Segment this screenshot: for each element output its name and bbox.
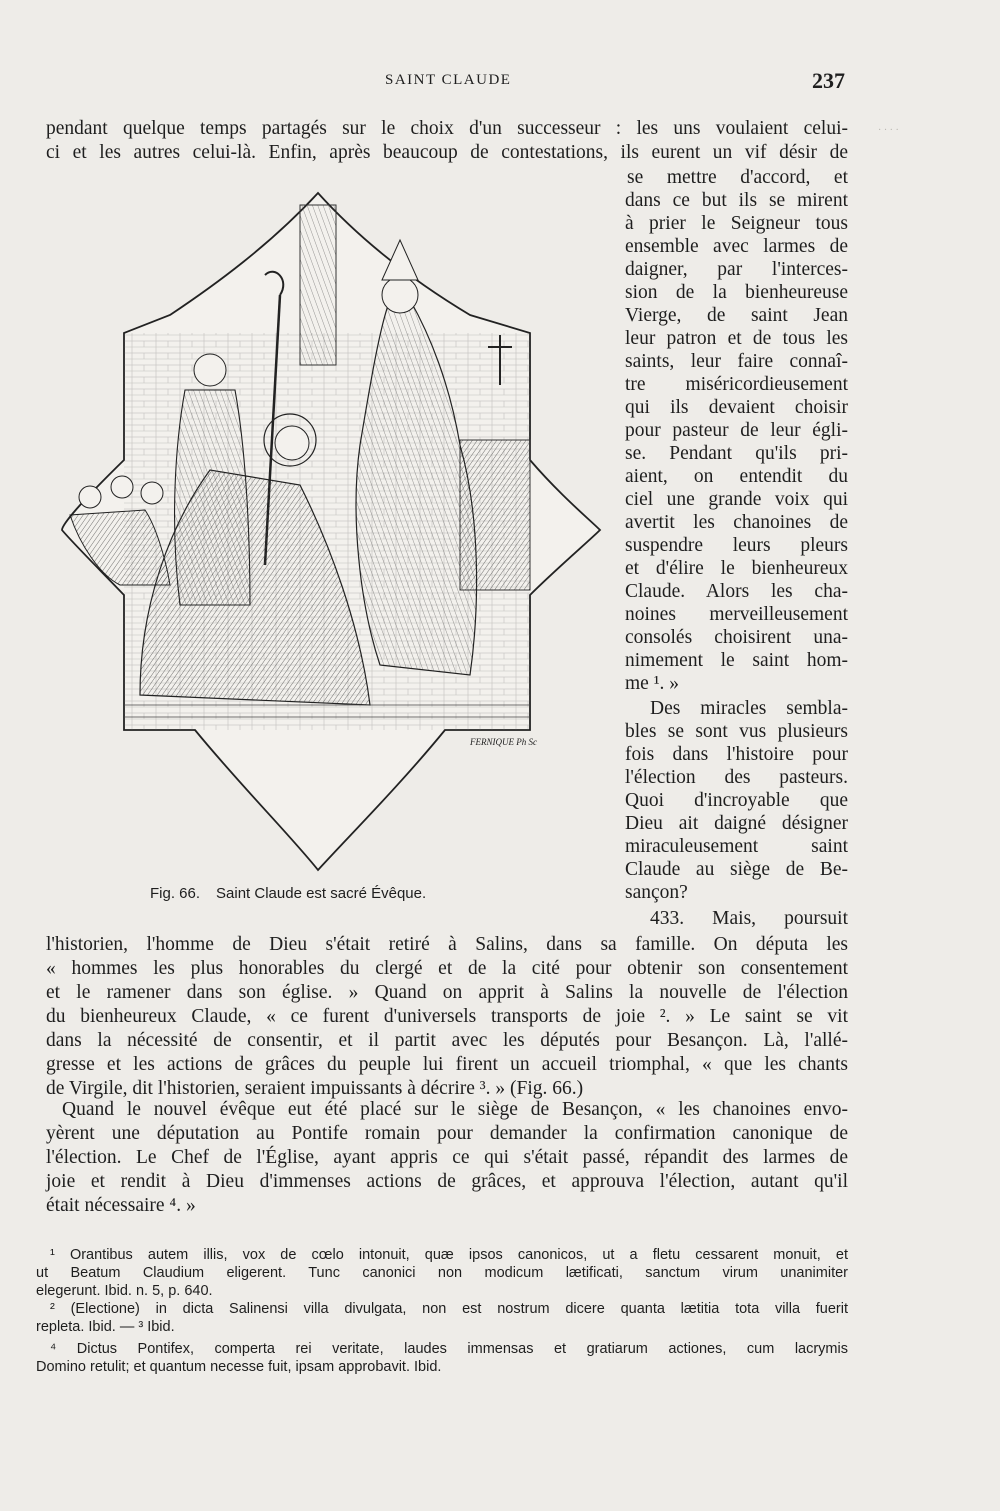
text-line: Dieu ait daigné désigner (625, 813, 848, 834)
text-line: ciel une grande voix qui (625, 489, 848, 510)
text-line: sançon? (625, 882, 688, 903)
bleed-through-note: · · · · (878, 125, 899, 136)
text-line: joie et rendit à Dieu d'immenses actions de grâces, et approuva l'élection, autant qu'il (46, 1171, 848, 1192)
figure-illustration (60, 185, 610, 875)
engraver-signature: FERNIQUE Ph Sc (470, 737, 537, 747)
text-line: tre miséricordieusement (625, 374, 848, 395)
footnote-line: elegerunt. Ibid. n. 5, p. 640. (36, 1283, 213, 1299)
footnote-line: ut Beatum Claudium eligerent. Tunc canonici non modicum lætificati, sanctum virum unanimiter (36, 1265, 848, 1281)
footnote-line: ⁴ Dictus Pontifex, comperta rei veritate, laudes immensas et gratiarum actiones, cum lacrymis (50, 1341, 848, 1357)
text-line: Vierge, de saint Jean (625, 305, 848, 326)
text-line: nimement le saint hom- (625, 650, 848, 671)
text-line: et le ramener dans son église. » Quand on apprit à Salins la nouvelle de l'élection (46, 982, 848, 1003)
footnote-line: repleta. Ibid. — ³ Ibid. (36, 1319, 175, 1335)
text-line: Claude. Alors les cha- (625, 581, 848, 602)
text-line: dans ce but ils se mirent (625, 190, 848, 211)
text-line: daigner, par l'interces- (625, 259, 848, 280)
figure-caption-text: Saint Claude est sacré Évêque. (216, 885, 427, 902)
figure-caption (150, 885, 426, 902)
text-line: sion de la bienheureuse (625, 282, 848, 303)
text-line: à prier le Seigneur tous (625, 213, 848, 234)
text-line: avertit les chanoines de (625, 512, 848, 533)
text-line: saints, leur faire connaî- (625, 351, 848, 372)
text-line: qui ils devaient choisir (625, 397, 848, 418)
text-line: Claude au siège de Be- (625, 859, 848, 880)
text-line: 433. Mais, poursuit (650, 908, 848, 929)
text-line: de Virgile, dit l'historien, seraient impuissants à décrire ³. » (Fig. 66.) (46, 1078, 584, 1099)
text-line: ci et les autres celui-là. Enfin, après beaucoup de contestations, ils eurent un vif désir de (46, 142, 848, 163)
running-head (0, 70, 1000, 100)
text-line: Quoi d'incroyable que (625, 790, 848, 811)
text-line: Quand le nouvel évêque eut été placé sur le siège de Besançon, « les chanoines envo- (62, 1099, 848, 1120)
text-line: dans la nécessité de consentir, et il partit avec les députés pour Besançon. Là, l'allé- (46, 1030, 848, 1051)
text-line: « hommes les plus honorables du clergé et de la cité pour obtenir son consentement (46, 958, 848, 979)
footnote-line: Domino retulit; et quantum necesse fuit, ipsam approbavit. Ibid. (36, 1359, 442, 1375)
footnote-line: ² (Electione) in dicta Salinensi villa divulgata, non est nostrum dicere quanta lætitia tota villa fuerit (50, 1301, 848, 1317)
text-line: l'historien, l'homme de Dieu s'était retiré à Salins, dans sa famille. On députa les (46, 934, 848, 955)
text-line: me ¹. » (625, 673, 680, 694)
page-number: 237 (812, 68, 845, 93)
consecration-engraving (60, 185, 610, 875)
text-line: miraculeusement saint (625, 836, 848, 857)
text-line: gresse et les actions de grâces du peuple lui firent un accueil triomphal, « que les chants (46, 1054, 848, 1075)
running-title: SAINT CLAUDE (385, 72, 512, 88)
text-line: noines merveilleusement (625, 604, 848, 625)
text-line: se. Pendant qu'ils pri- (625, 443, 848, 464)
text-line: consolés choisirent una- (625, 627, 848, 648)
text-line: Des miracles sembla- (650, 698, 848, 719)
text-line: leur patron et de tous les (625, 328, 848, 349)
text-line: l'élection des pasteurs. (625, 767, 848, 788)
text-line: et d'élire le bienheureux (625, 558, 848, 579)
text-line: yèrent une députation au Pontife romain pour demander la confirmation canonique de (46, 1123, 848, 1144)
text-line: pendant quelque temps partagés sur le choix d'un successeur : les uns voulaient celui- (46, 118, 848, 139)
footnote-line: ¹ Orantibus autem illis, vox de cœlo intonuit, quæ ipsos canonicos, ut a fletu cessarent monuit, et (50, 1247, 848, 1263)
figure-label: Fig. 66. (150, 885, 201, 902)
text-line: du bienheureux Claude, « ce furent d'universels transports de joie ². » Le saint se vit (46, 1006, 848, 1027)
text-line: suspendre leurs pleurs (625, 535, 848, 556)
text-line: fois dans l'histoire pour (625, 744, 848, 765)
text-line: pour pasteur de leur égli- (625, 420, 848, 441)
text-line: bles se sont vus plusieurs (625, 721, 848, 742)
text-line: l'élection. Le Chef de l'Église, ayant appris ce qui s'était passé, répandit des larmes de (46, 1147, 848, 1168)
text-line: était nécessaire ⁴. » (46, 1195, 196, 1216)
text-line: aient, on entendit du (625, 466, 848, 487)
text-line: ensemble avec larmes de (625, 236, 848, 257)
text-line: se mettre d'accord, et (627, 167, 848, 188)
